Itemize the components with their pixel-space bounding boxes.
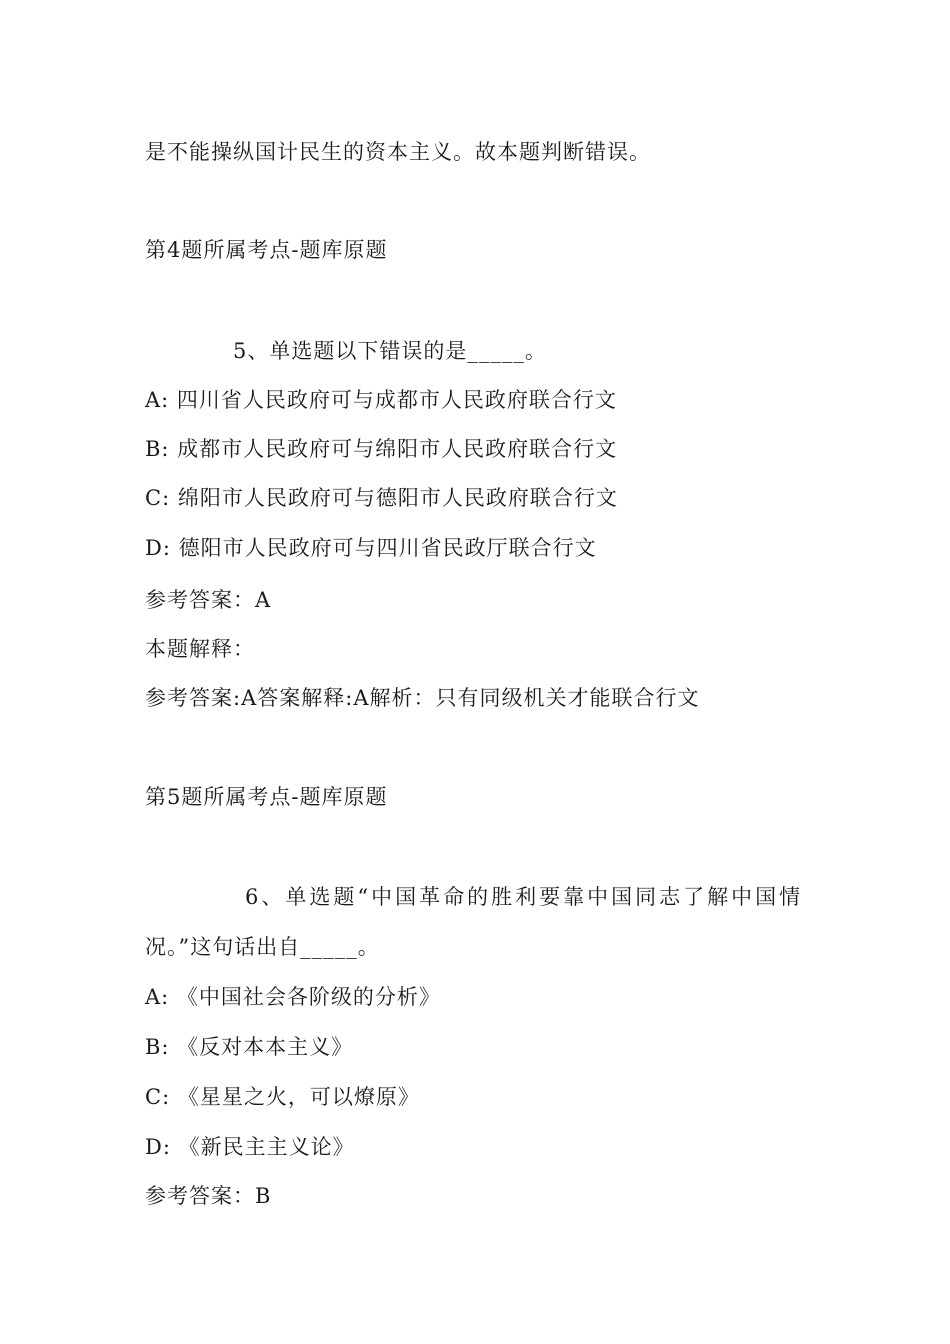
- q6-stem-line1: 6、单选题“中国革命的胜利要靠中国同志了解中国情: [245, 885, 804, 909]
- q5-option-a: A: 四川省人民政府可与成都市人民政府联合行文: [145, 388, 617, 412]
- q5-explanation-label: 本题解释：: [145, 637, 255, 661]
- q5-explanation: 参考答案:A答案解释:A解析：只有同级机关才能联合行文: [145, 686, 700, 710]
- q5-stem: 5、单选题以下错误的是_____。: [233, 339, 547, 363]
- q6-answer: 参考答案：B: [145, 1184, 272, 1208]
- previous-explanation-tail: 是不能操纵国计民生的资本主义。故本题判断错误。: [145, 140, 651, 164]
- q6-option-c: C: 《星星之火，可以燎原》: [145, 1085, 420, 1109]
- q5-knowledge-point: 第5题所属考点-题库原题: [145, 785, 388, 809]
- q4-knowledge-point: 第4题所属考点-题库原题: [145, 238, 388, 262]
- q6-option-a: A: 《中国社会各阶级的分析》: [145, 985, 441, 1009]
- q6-option-d: D: 《新民主主义论》: [145, 1135, 355, 1159]
- q6-option-b: B: 《反对本本主义》: [145, 1035, 354, 1059]
- q5-option-c: C: 绵阳市人民政府可与德阳市人民政府联合行文: [145, 486, 618, 510]
- q5-option-b: B: 成都市人民政府可与绵阳市人民政府联合行文: [145, 437, 618, 461]
- q6-stem-line2: 况。”这句话出自_____。: [145, 935, 380, 959]
- q5-option-d: D: 德阳市人民政府可与四川省民政厅联合行文: [145, 536, 597, 560]
- q5-answer: 参考答案：A: [145, 588, 272, 612]
